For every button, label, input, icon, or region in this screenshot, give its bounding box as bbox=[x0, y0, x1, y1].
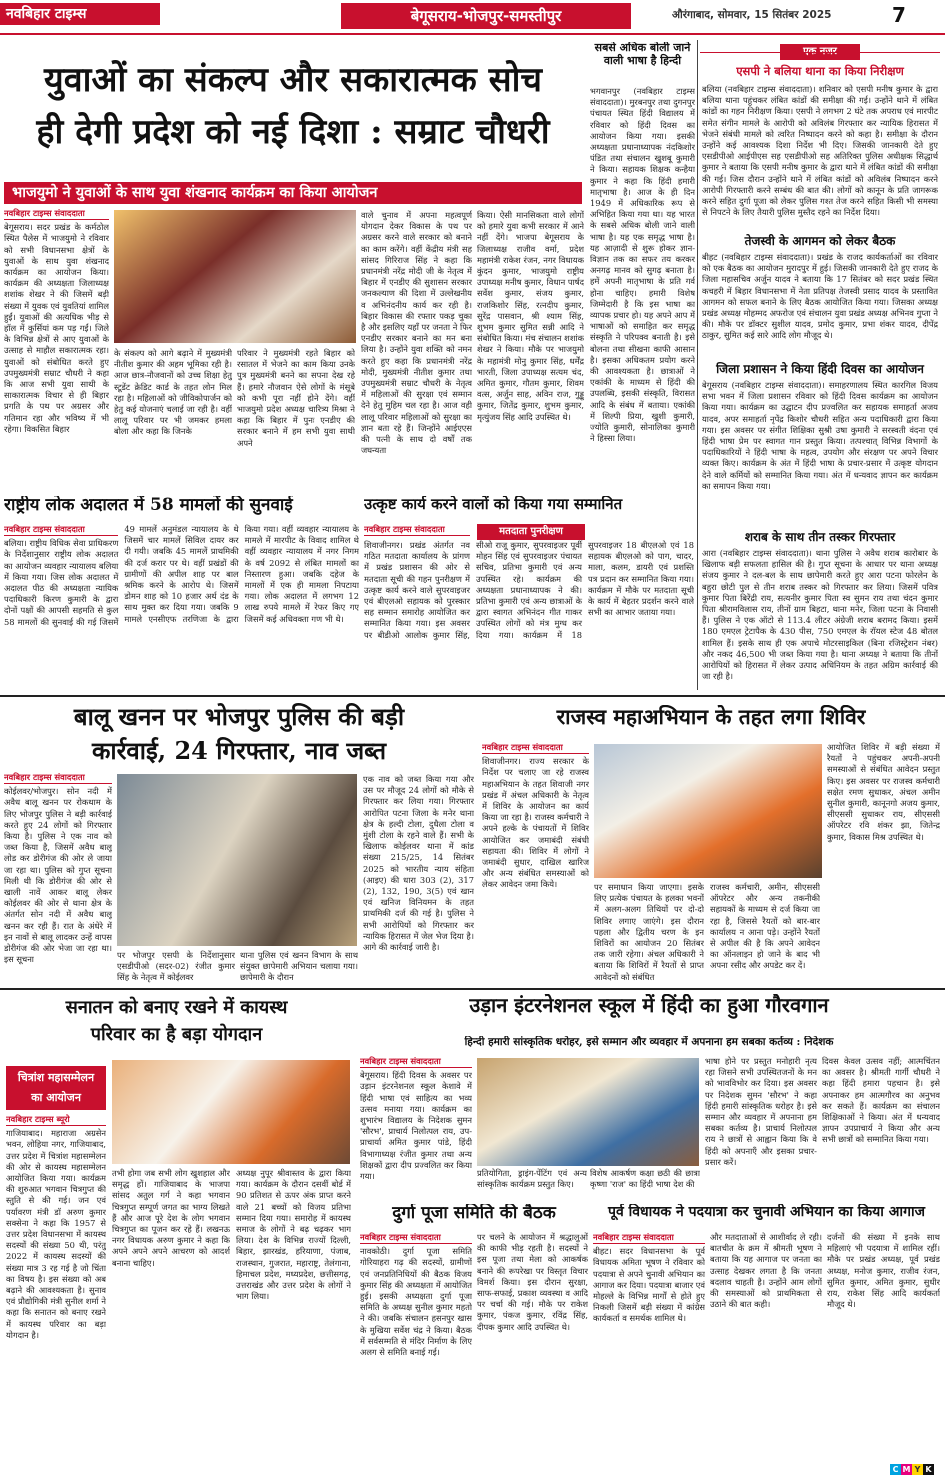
rajasv-photo bbox=[594, 744, 822, 878]
rajasv-headline: राजस्व महाअभियान के तहत लगा शिविर bbox=[556, 705, 866, 729]
durga-col1 bbox=[360, 1232, 472, 1472]
purv-headline: पूर्व विधायक ने पदयात्रा कर चुनावी अभियान का किया आगाज bbox=[608, 1204, 925, 1220]
balu-photo bbox=[117, 774, 357, 946]
lok-adalat-byline: नवबिहार टाइम्स संवाददाता bbox=[4, 524, 118, 536]
page-number: 7 bbox=[892, 3, 906, 27]
udan-headline: उड़ान इंटरनेशनल स्कूल में हिंदी का हुआ गौरवगान bbox=[469, 994, 829, 1017]
sanatan-headline-line1: सनातन को बनाए रखने में कायस्थ bbox=[65, 997, 288, 1018]
rajasv-col1-text: शिवाजीनगर। राज्य सरकार के निर्देश पर चलाए जा रहे राजस्व महाअभियान के तहत शिवाजी नगर प्रखंड में अंचल अधिकारी के नेतृत्व में शिविर के आयोजन का कार्य किया जा रहा है। राजस्व कर्मचारी ने अपने हल्के के पंचायतों में शिविर आयोजित कर जमाबंदी संबंधी सहायता की। शिविर में लोगों ने जमाबंदी सुधार, दाखिल खारिज और अन्य संबंधित समस्याओं को लेकर आवेदन जमा किये। bbox=[482, 756, 589, 890]
purv-col2: और मतदाताओं से आशीर्वाद ले रही। बातचीत के क्रम में श्रीमती भूषण ने बताया कि यह आगाज पर जनता का उत्साह देखकर लगता है कि जनता बदलाव चाहती है। उन्होंने आम लोगों की समस्याओं को प्राथमिकता से उठाने की बात कही। bbox=[710, 1232, 822, 1310]
lead-col2: के संकल्प को आगे बढ़ाने में मुख्यमंत्री नीतीश कुमार की अहम भूमिका रही है। आज छात्र-नौजवानों को उच्च शिक्षा हेतु स्टूडेंट क्रेडिट कार्ड के तहत लोन मिल रहा है। महिलाओं को जीविकोपार्जन को हेतु कई योजनाएं चलाई जा रही है। वहीं लालू परिवार पर भी जमकर हमला बोला और कहा कि जिनके bbox=[114, 348, 232, 437]
balu-col2: पर भोजपुर एसपी के निर्देशानुसार एसडीपीओ (सदर-02) रंजीत कुमार सिंह के नेतृत्व में कोईलवर bbox=[117, 950, 235, 983]
udan-subhead: हिन्दी हमारी सांस्कृतिक धरोहर, इसे सम्मान और व्यवहार में अपनाना हम सबका कर्तव्य : निदेशक bbox=[464, 1036, 834, 1048]
balu-headline bbox=[4, 700, 474, 770]
balu-col1 bbox=[4, 772, 112, 982]
lead-col1-text: बेगूसराय। सदर प्रखंड के कर्मठोल स्थित पैलेस में भाजयुमो ने रविवार को सभी विधानसभा क्षेत्रों के युवाओं के साथ युवा शंखनाद कार्यक्रम का आयोजन किया। कार्यक्रम की अध्यक्षता जिलाध्यक्ष शशांक शेखर ने की जिसमें बड़ी संख्या में युवक एवं युवतियां शामिल हुईं। युवाओं की अत्यधिक भीड़ से हॉल में कुर्सियां कम पड़ गईं। जिले के विभिन्न क्षेत्रों से आए युवाओं के उत्साह से माहौल सकारात्मक रहा। युवाओं को संबोधित करते हुए उपमुख्यमंत्री सम्राट चौधरी ने कहा कि आज सभी युवा साथी के साकारात्मक विचार से ही बिहार प्रगति के पथ पर अग्रसर और गतिमान रहा और भविष्य में भी रहेगा। विकसित बिहार bbox=[4, 222, 109, 434]
matdata-text: शिवाजीनगर। प्रखंड अंतर्गत नव गठित मतदाता कार्यालय के प्रांगण में प्रखंड प्रशासन की ओर से मतदाता सूची की गहन पुनरीक्षण में उत्कृष्ट कार्य करने वाले सुपरवाइजर एवं बीएलओ सहायक को पुरस्कार सह सम्मान समारोह आयोजित कर सम्मानित किया गया। इस अवसर पर बीडीओ आलोक कुमार सिंह, सीओ राजू कुमार, सुपरवाइजर पूर्वी मोहन सिंह एवं सुपरवाइजर पंचायत सचिव, प्रतिभा कुमारी एवं अन्य उपस्थित रहे। कार्यक्रम की अध्यक्षता प्रधानाध्यापक ने की। प्रतिभा कुमारी एवं अन्य छात्राओं के द्वारा स्वागत अभिनंदन गीत गाकर उपस्थित लोगों को मंत्र मुग्ध कर दिया गया। कार्यक्रम में 18 सुपरवाइजर 18 बीएलओ एवं 18 सहायक बीएलओ को पाग, चादर, माला, कलम, डायरी एवं प्रशस्ति पत्र प्रदान कर सम्मानित किया गया। कार्यक्रम में मौके पर मतदाता सूची के कार्य में बेहतर प्रदर्शन करने वाले सभी का आभार जताया गया। bbox=[364, 540, 694, 640]
purv-col3: दर्जनों की संख्या में इनके साथ महिलाएं भी पदयात्रा में शामिल रहीं। मौके पर प्रखंड अध्यक्ष, पूर्व प्रखंड अध्यक्ष, मनोज कुमार, राजीव रंजन, सुमित कुमार, अमित कुमार, सुधीर राय, राकेश सिंह आदि कार्यकर्ता मौजूद थे। bbox=[827, 1232, 940, 1310]
sidebar-item2-headline: तेजस्वी के आगमन को लेकर बैठक bbox=[744, 234, 896, 248]
sanatan-col1-text: गाजियाबाद। महाराजा अग्रसेन भवन, लोहिया नगर, गाजियाबाद, उत्तर प्रदेश में चित्रांश महासम्मेलन की ओर से कायस्थ महासम्मेलन आयोजित किया गया। कार्यक्रम की शुरुआत भगवान चित्रगुप्त की स्तुति से की गई। जन एवं पर्यावरण मंत्री डॉ अरुण कुमार सक्सेना ने कहा कि 1957 से उत्तर प्रदेश विधानसभा में कायस्थ सदस्यों की संख्या 50 थी, परंतु 2022 में कायस्थ सदस्यों की संख्या मात्र 3 रह गई है जो चिंता का विषय है। इस संख्या को अब बढ़ाने की आवश्यकता है। सुनाव एवं प्रौद्योगिकी मंत्री सुनील शर्मा ने कहा कि सनातन को बनाए रखने में कायस्थ परिवार का बड़ा योगदान है। bbox=[6, 1128, 106, 1340]
cmyk-marks bbox=[884, 1464, 940, 1477]
cmyk-m: M bbox=[902, 1465, 911, 1474]
durga-byline: नवबिहार टाइम्स संवाददाता bbox=[360, 1232, 472, 1244]
rule-mid bbox=[0, 695, 945, 697]
sidebar-item2-text: बीहट (नवबिहार टाइम्स संवाददाता)। प्रखंड के राजद कार्यकर्ताओं का रविवार को एक बैठक का आयोजन मुरादपुर में हुई। जिसकी जानकारी देते हुए राजद के जिला महासचिव अर्जुन यादव ने बताया कि 17 सितंबर को सदर प्रखंड स्थित कचहरी में बिहार विधानसभा में नेता प्रतिपक्ष तेजस्वी प्रसाद यादव के प्रस्तावित आगमन को सफल बनाने के लिए बैठक आयोजित किया गया। जिसका अध्यक्ष प्रखंड अध्यक्ष मोहम्मद अफरोज एवं संचालन युवा प्रखंड अध्यक्ष अभिनव गुप्ता ने की। मौके पर डॉक्टर सुशील यादव, प्रमोद कुमार, प्रभा शंकर यादव, दीपेंद्र ठाकुर, सुमित कई सारे आदि लोग मौजूद थे। bbox=[702, 252, 938, 341]
hindi-day-headline: सबसे अधिक बोली जाने वाली भाषा है हिन्दी bbox=[594, 42, 691, 67]
matdata-byline: नवबिहार टाइम्स संवाददाता bbox=[364, 524, 470, 536]
lead-col5: किया। ऐसी मानसिकता वाले लोगों को हमारे युवा कभी सरकार में आने नहीं देंगे। भाजपा बेगूसराय के जिलाध्यक्ष राजीव वर्मा, प्रदेश महामंत्री राकेश रंजन, नगर विधायक कुंदन कुमार, भाजयुमो राष्ट्रीय उपाध्यक्ष मनीष कुमार, विधान पार्षद सर्वेश कुमार, संजय कुमार, राजकिशोर सिंह, रत्नदीप कुमार, सुरेंद्र पासवान, श्री श्याम सिंह, शुभम कुमार सुमित सन्नी आदि ने संबोधित किया। मंच संचालन शशांक शेखर ने किया। मौके पर भाजयुमो के महामंत्री मोनु कुमार सिंह, धर्मेंद्र भारती, जिला उपाध्यक्ष सत्यम चंद, अमित कुमार, गौतम कुमार, शिवम वत्स, अर्जुन साह, अविन राज, गुड्डू कुमार, जितेंद्र कुमार, शुभम कुमार, मृत्युंजय सिंह आदि उपस्थित थे। bbox=[477, 210, 584, 422]
lead-col1 bbox=[4, 208, 109, 493]
rajasv-byline: नवबिहार टाइम्स संवाददाता bbox=[482, 742, 589, 754]
udan-col4: भाषा होने पर प्रस्तुत मनोहारी नृत्य रहा जिसने सभी उपस्थितजनों के मन को भावविभोर कर दिया। इस अवसर पर निदेशक सुमन 'सौरभ' ने कहा हिंदी हमारी सांस्कृतिक धरोहर है। इसे सम्मान और व्यवहार में अपनाना हम सबका कर्तव्य है। प्राचार्य निलोत्पल राय ने छात्रों से आह्वान किया कि वे हिंदी को अपनाएँ और इसका प्रचार-प्रसार करें। bbox=[705, 1056, 817, 1167]
udan-photo bbox=[477, 1058, 699, 1166]
matdata-headline: उत्कृष्ट कार्य करने वालों को किया गया सम्मानित bbox=[364, 496, 623, 513]
sanatan-tag-line1: चित्रांश महासम्मेलन bbox=[17, 1071, 95, 1084]
sidebar-item1-headline: एसपी ने बलिया थाना का किया निरीक्षण bbox=[736, 64, 904, 78]
sanatan-tag bbox=[6, 1066, 106, 1110]
lead-col3: परिवार ने मुख्यमंत्री रहते बिहार को रसातल में भेजने का काम किया उनके पुत्र मुख्यमंत्री बनने का सपना देख रहे हैं। हमारे नौजवान ऐसे लोगों के मंसूबे को कभी पूरा नहीं होने देंगे। वहीं भाजयुमो प्रदेश अध्यक्ष चारित्र्य मिश्रा ने कहा कि बिहार में पुनः एनडीए की सरकार बनाने में हम सभी युवा साथी अपने bbox=[237, 348, 355, 448]
balu-col1-text: कोईलवर/भोजपुर। सोन नदी में अवैध बालू खनन पर रोकथाम के लिए भोजपुर पुलिस ने बड़ी कार्रवाई करते हुए 24 लोगों को गिरफ्तार किया है। पुलिस ने एक नाव को जब्त किया है, जिसमें अवैध बालू लोड कर डोरीगंज की ओर ले जाया जा रहा था। पुलिस को गुप्त सूचना मिली थी कि डोरीगंज की ओर से खाली नावें आकर बालू लेकर कोईलवर की ओर से थाना क्षेत्र के अंतर्गत सोन नदी में अवैध बालू खनन कर रही हैं। रात के अंधेरे में इन नावों से बालू लादकर उन्हें वापस डोरीगंज की ओर भेजा जा रहा था। इस सूचना bbox=[4, 786, 112, 965]
sanatan-tag-line2: का आयोजन bbox=[31, 1091, 81, 1104]
paper-name: नवबिहार टाइम्स bbox=[0, 3, 160, 25]
lead-col4: वाले चुनाव में अपना महत्वपूर्ण योगदान देकर विकास के पथ पर अग्रसर करने वाले सरकार को बनाने का काम करेंगे। वहीं केंद्रीय मंत्री सह सांसद गिरिराज सिंह ने कहा कि प्रधानमंत्री नरेंद्र मोदी जी के नेतृत्व में बिहार में एनडीए की सुशासन सरकार जनकल्याण की दिशा में उल्लेखनीय व अभिनंदनीय कार्य कर रही है। बिहार विकास की रफ्तार पकड़ चुका है और इसलिए यहाँ पर जनता ने फिर एनडीए सरकार बनाने का मन बना लिया है। उन्होंने युवा शक्ति को नमन करते हुए कहा कि प्रधानमंत्री नरेंद्र मोदी, मुख्यमंत्री नीतीश कुमार तथा उपमुख्यमंत्री सम्राट चौधरी के नेतृत्व में महिलाओं की सुरक्षा एवं सम्मान देने हेतु मुहिम चल रहा है। आज वही लालू परिवार महिलाओं को सुरक्षा का ज्ञान बता रहे हैं। जिन्होंने आईएएस की पत्नी के साथ दो वर्षों तक जघन्यता bbox=[361, 210, 472, 456]
balu-col4: एक नाव को जब्त किया गया और उस पर मौजूद 24 लोगों को मौके से गिरफ्तार कर लिया गया। गिरफ्तार आरोपित पटना जिला के मनेर थाना क्षेत्र के हल्दी टोला, दुधैला टोला व मुंशी टोला के रहने वाले हैं। सभी के खिलाफ कोईलवर थाना में कांड संख्या 215/25, 14 सितंबर 2025 को भारतीय न्याय संहिता (आइए) की धारा 303 (2), 317 (2), 132, 190, 3(5) एवं खान एवं खनिज विनियमन के तहत प्राथमिकी दर्ज की गई है। पुलिस ने सभी आरोपियों को गिरफ्तार कर न्यायिक हिरासत में जेल भेज दिया है। आगे की कार्रवाई जारी है। bbox=[363, 774, 474, 953]
udan-col1 bbox=[360, 1056, 472, 1196]
sidebar-item1-text: बलिया (नवबिहार टाइम्स संवाददाता)। शनिवार को एसपी मनीष कुमार के द्वारा बलिया थाना पहुंचकर लंबित कांडों की समीक्षा की गई। उन्होंने थाने में लंबित कांडों का गहन निरीक्षण किया। एसपी ने लगभग 2 घंटे तक अपराध एवं मारपीट समेत संगीन मामले के आरोपी को अविलंब गिरफ्तार कर न्यायिक हिरासत में भेजने संबंधी मामले को त्वरित निष्पादन करने को कहा है। समीक्षा के दौरान उन्होंने कई आवश्यक दिशा निर्देश भी दिए। जिसकी जानकारी देते हुए एसडीपीओ आईपीएस सह एसडीपीओ सह अतिरिक्त पुलिस अधीक्षक सिद्धार्थ कुमार ने बताया कि एसपी मनीष कुमार के द्वारा थाने में लंबित कांडों की समीक्षा की गई। जिस दौरान उन्होंने थाने में लंबित कांडों को अविलंब निष्पादन करने आरोपी गिरफ्तारी करने सम्बंध की बात की। लोगों को कानून के प्रति जागरूक करने सहित दुर्गा पूजा को लेकर पुलिस गश्त तेज करने सहित किसी भी समस्या से निपटने के लिए तैयारी पुलिस मुस्तैद रहने का निर्देश दिया। bbox=[702, 84, 938, 218]
purv-col1 bbox=[593, 1232, 705, 1472]
ek-nazar-sidebar bbox=[700, 40, 940, 690]
masthead-rule bbox=[0, 33, 945, 35]
balu-headline-line1: बालू खनन पर भोजपुर पुलिस की बड़ी bbox=[73, 702, 405, 731]
cmyk-k: K bbox=[923, 1464, 934, 1475]
sanatan-col2: तभी होगा जब सभी लोग खुशहाल और समृद्ध हों। गाजियाबाद के भाजपा सांसद अतुल गर्ग ने कहा भगवान चित्रगुप्त सम्पूर्ण जगत का भाग्य लिखते हैं और आज पूरे देश के लोग भगवान चित्रगुप्त का पूजन कर रहे हैं। लखनऊ नगर विधायक अरुण कुमार ने कहा कि अपने अपने अपने आचरण को आदर्श बनाना चाहिए। bbox=[112, 1168, 230, 1268]
sidebar-divider bbox=[697, 40, 698, 690]
rajasv-col1 bbox=[482, 742, 589, 984]
masthead bbox=[0, 0, 945, 38]
sanatan-photo bbox=[112, 1060, 350, 1164]
udan-col3: विशेष आकर्षण कक्षा छठी की छात्रा कृष्णा 'राज' का हिंदी भाषा देश की bbox=[590, 1168, 700, 1190]
lok-adalat-body: बलिया। राष्ट्रीय विधिक सेवा प्राधिकरण के निर्देशानुसार राष्ट्रीय लोक अदालत का आयोजन व्यवहार न्यायालय बलिया में किया गया। जिस लोक अदालत में अदालत पीठ की अध्यक्षता न्यायिक पदाधिकारी किरण कुमारी के द्वारा दोनों पक्षों की आपसी सहमति से कुल 58 मामलों की सुनवाई की गई जिसमें 49 मामलें अनुमंडल न्यायालय के थे जिसमें चार मामलें सिविल दायर कर दी गयी। जबकि 45 मामलें प्राथमिकी की दर्ज करार पर थे। वहीं प्रखंडों की ग्रामीणों की अपील शाह पर बाल श्रमिक करने के आरोप थे। जिसमें डोमन शाह को 10 हजार अर्थ दंड के साथ मुक्त कर दिया गया। जबकि 9 मामले एनसीएफ तरणिजा के द्वारा किया गया। वहीं व्यवहार न्यायालय के मामले में मारपीट के विवाद शामिल थे वहीं व्यवहार न्यायालय में नगर निगम के वर्ष 2092 से लंबित मामलों का निस्तारण हुआ। जबकि दहेज के मामलों में एक ही मामला निपटाया गया। लोक अदालत में लगभग 12 लाख रुपये मामले में रेफर किए गए जिसमें कई अधिवक्ता गण भी थे। bbox=[4, 524, 359, 627]
cmyk-c: C bbox=[890, 1464, 901, 1475]
sanatan-byline: नवबिहार टाइम्स ब्यूरो bbox=[6, 1114, 106, 1126]
lead-byline: नवबिहार टाइम्स संवाददाता bbox=[4, 208, 109, 220]
rajasv-col2: पर समाधान किया जाएगा। इसके लिए प्रत्येक पंचायत के हलका भवनों में अलग-अलग तिथियों पर दो-दो शिविर लगाए जाएंगे। इस दौरान पहला और द्वितीय चरण के इन शिविरों का आयोजन 20 सितंबर तक जारी रहेगा। अंचल अधिकारी ने बताया कि शिविरों में रैयतों से प्राप्त आवेदनों को संबंधित bbox=[594, 882, 704, 982]
udan-col5: दिवस केवल उत्सव नहीं; आत्मचिंतन का अवसर है। श्रीमती गार्गी चौधरी ने कहा हिंदी हमारा पहचान है। इसे अपनाकर हम आत्मगौरव का अनुभव कर सकते हैं। कार्यक्रम का संचालन शिक्षिकाओं ने किया। अंत में धन्यवाद ज्ञापन उपप्राचार्य ने किया और अन्य सभी छात्रों को सम्मानित किया गया। bbox=[822, 1056, 940, 1145]
sanatan-col1 bbox=[6, 1114, 106, 1474]
sidebar-rule bbox=[700, 52, 940, 53]
sidebar-item3-headline: जिला प्रशासन ने किया हिंदी दिवस का आयोजन bbox=[716, 362, 924, 376]
purv-byline: नवबिहार टाइम्स संवाददाता bbox=[593, 1232, 705, 1244]
balu-headline-line2: कार्रवाई, 24 गिरफ्तार, नाव जब्त bbox=[91, 736, 387, 765]
lok-adalat-text bbox=[4, 524, 359, 692]
lead-photo bbox=[114, 210, 356, 343]
udan-col1-text: बेगूसराय। हिंदी दिवस के अवसर पर उड़ान इंटरनेशनल स्कूल केशावे में हिंदी भाषा एवं साहित्य का भव्य उत्सव मनाया गया। कार्यक्रम का शुभारंभ विद्यालय के निदेशक सुमन 'सौरभ', प्राचार्य निलोत्पल राय, उप-प्राचार्या अमित कुमार पांडे, हिंदी विभागाध्यक्ष रंजीत कुमार तथा अन्य शिक्षकों द्वारा दीप प्रज्वलित कर किया गया। bbox=[360, 1070, 472, 1182]
sidebar-item4-text: आरा (नवबिहार टाइम्स संवाददाता)। थाना पुलिस ने अवैध शराब कारोबार के खिलाफ बड़ी सफलता हासिल की है। गुप्त सूचना के आधार पर थाना अध्यक्ष संजय कुमार ने दल-बल के साथ छापेमारी करते हुए आरा पटना फोरलेन के बहुरा छोटी पुल से तीन शराब तस्कर को गिरफ्तार कर लिया। जिसमें पवित्र कुमार पिता बिरेंद्री राय, सत्यनीर कुमार पिता स्व सुमन राय तथा चंदन कुमार पिता श्रीरामविलास राय, तीनों ग्राम बिहटा, थाना मनेर, जिला पटना के निवासी हैं। पुलिस ने एक ऑटो से 113.4 लीटर अंग्रेजी शराब बरामद किया। इसमें 180 एमएल ट्रेटापैक के 430 पीस, 750 एमएल के रॉयल स्टेज 48 बोतल शामिल हैं। इसके साथ ही एक अपाचे मोटरसाइकिल (बिना रजिस्ट्रेशन नंबर) और नकद 46,500 भी जब्त किया गया है। थाना अध्यक्ष ने बताया कि तीनों आरोपियों को हिरासत में लेकर उत्पाद अधिनियम के तहत अग्रिम कार्रवाई की जा रही है। bbox=[702, 548, 938, 682]
balu-col3: थाना पुलिस एवं खनन विभाग के साथ संयुक्त छापेमारी अभियान चलाया गया। छापेमारी के दौरान bbox=[240, 950, 358, 983]
issue-date: औरंगाबाद, सोमवार, 15 सितंबर 2025 bbox=[672, 9, 832, 21]
lead-headline-line2: ही देगी प्रदेश को नई दिशा : सम्राट चौधरी bbox=[36, 112, 550, 152]
durga-col2: पर चलने के आयोजन में श्रद्धालुओं की काफी भीड़ रहती है। सदस्यों ने इस पूजा तथा मेला को आकर्षक बनाने की रूपरेखा पर विस्तृत विचार विमर्श किया। इस दौरान सुरक्षा, साफ-सफाई, प्रकाश व्यवस्था व आदि पर चर्चा की गई। मौके पर राकेश कुमार, पंकज कुमार, रविंद्र सिंह, दीपक कुमार आदि उपस्थित थे। bbox=[477, 1232, 588, 1332]
rajasv-col3: राजस्व कर्मचारी, अमीन, सीएससी ऑपरेटर और अन्य तकनीकी सहायकों के माध्यम से दर्ज किया जा रहा है, जिससे रैयतों को बार-बार कार्यालय न आना पड़े। उन्होंने रैयतों से अपील की है कि अपने आवेदन का ऑनलाइन हो जाने के बाद भी अपना रसीद और अपडेट कर दें। bbox=[710, 882, 820, 971]
udan-byline: नवबिहार टाइम्स संवाददाता bbox=[360, 1056, 472, 1068]
sanatan-col3: अध्यक्ष नुपूर श्रीवास्तव के द्वारा किया गया। कार्यक्रम के दौरान दसवीं बोर्ड में 90 प्रतिशत से ऊपर अंक प्राप्त करने वाले 21 बच्चों को विजय प्रतिभा सम्मान दिया गया। समारोह में कायस्थ समाज के लोगों ने बढ़ चढ़कर भाग लिया। देश के विभिन्न राज्यों दिल्ली, बिहार, झारखंड, हरियाणा, पंजाब, राजस्थान, गुजरात, महाराष्ट्र, तेलंगाना, हिमाचल प्रदेश, मध्यप्रदेश, छत्तीसगढ़, उत्तराखंड और उत्तर प्रदेश के लोगों ने भाग लिया। bbox=[236, 1168, 351, 1302]
sanatan-headline bbox=[4, 994, 349, 1052]
hindi-day-text: भगवानपुर (नवबिहार टाइम्स संवाददाता)। मुरबनपुर तथा दुगनपुर पंचायत स्थित हिंदी विद्यालय में रविवार को हिंदी दिवस का आयोजन किया गया। इसकी अध्यक्षता प्रधानाध्यापक नंदकिशोर पंडित तथा संचालन खुशबू कुमारी ने किया। सहायक शिक्षक कन्हैया कुमार ने कहा कि हिंदी हमारी मातृभाषा है। आज के ही दिन 1949 में अधिकारिक रूप से अभिहित किया गया था। यह भारत के सबसे अधिक बोली जाने वाली भाषा है। यह एक समृद्ध भाषा है। यह आज़ादी से शुरू होकर ज्ञान-विज्ञान तक का सफर तय करकर अनगढ़ मानव को सुगढ़ बनाता है। हमें अपनी मातृभाषा के प्रति गर्व होना चाहिए। हमारी विशेष जिम्मेदारी है कि इस भाषा का व्यापक प्रचार हो। यह अपने आप में भाषाओं को समाहित कर समृद्ध संस्कृति ने परिपक्व बनाती है। इसे बोलना तथा सीखना काफी आसान है। इसका अधिकतम प्रयोग करने की आवश्यकता है। छात्राओं ने एकांकी के माध्यम से हिंदी की उपलब्धि, इसकी संस्कृति, विरासत आदि के संबंध में बताया। एकांकी में शिल्पी प्रिया, खुशी कुमारी, ज्योति कुमारी, सोनालिका कुमारी ने हिस्सा लिया। bbox=[590, 86, 695, 444]
durga-col1-text: नावकोठी। दुर्गा पूजा समिति गोरियाहरा गढ़ की सदस्यों, ग्रामीणों एवं जनप्रतिनिधियों की बैठक विजय कुमार सिंह की अध्यक्षता में आयोजित हुई। इसकी अध्यक्षता दुर्गा पूजा समिति के अध्यक्ष सुनील कुमार महतो ने की। जबकि संचालन हसनपुर खास के मुखिया सर्वेश चंद्र ने किया। बैठक में सर्वसम्मति से मंदिर निर्माण के लिए अलग से समिति बनाई गई। bbox=[360, 1246, 472, 1358]
sanatan-headline-line2: परिवार का है बड़ा योगदान bbox=[90, 1024, 263, 1045]
lead-subhead: भाजयुमो ने युवाओं के साथ युवा शंखनाद कार्यक्रम का किया आयोजन bbox=[4, 182, 582, 204]
section-name: बेगूसराय-भोजपुर-समस्तीपुर bbox=[341, 3, 631, 29]
sidebar-item3-text: बेगूसराय (नवबिहार टाइम्स संवाददाता)। समाहरणालय स्थित कारगिल विजय सभा भवन में जिला प्रशासन रविवार को हिंदी दिवस कार्यक्रम का आयोजन किया गया। कार्यक्रम का उद्घाटन दीप प्रज्वलित कर सहायक समाहर्ता अजय यादव, अपर समाहर्ता नृपेंद्र किशोर चौधरी सहित अन्य पदाधिकारी द्वारा किया गया। इस अवसर पर संगीत शिक्षिका सुश्री उषा कुमारी ने सरस्वती वंदना एवं हिंदी भाषा प्रेम पर स्वागत गान प्रस्तुत किया। तत्पश्चात् विभिन्न विभागों के पदाधिकारियों ने हिंदी भाषा के महत्व, उपयोग और संरक्षण पर अपने विचार व्यक्त किए। कार्यक्रम के अंत में हिंदी भाषा के प्रचार-प्रसार में उत्कृष्ट योगदान देने वाले कर्मियों को सम्मानित किया गया। अंत में धन्यवाद ज्ञापन कर कार्यक्रम का समापन किया गया। bbox=[702, 380, 938, 491]
lead-headline bbox=[4, 54, 582, 164]
rule-lower bbox=[0, 988, 945, 990]
rajasv-col4: आयोजित शिविर में बड़ी संख्या में रैयतों ने पहुंचकर अपनी-अपनी समस्याओं से संबंधित आवेदन प्रस्तुत किए। इस अवसर पर राजस्व कर्मचारी सक्षेत रमण सुधाकर, अंचल अमीन सुनील कुमारी, कानूनगो अजय कुमार, सीएससी सुधाकर राय, सीएससी ऑपरेटर रवि शंकर झा, जितेन्द्र कुमार, विकास मिश्र उपस्थित थे। bbox=[827, 742, 940, 842]
purv-col1-text: बीहट। सदर विधानसभा के पूर्व विधायक अमिता भूषण ने रविवार को पदयात्रा से अपने चुनावी अभियान का आगाज कर दिया। पदयात्रा बाजार एवं मोहल्ले के विभिन्न मार्गों से होते हुए निकली जिसमें बड़ी संख्या में कांग्रेस कार्यकर्ता व समर्थक शामिल थे। bbox=[593, 1246, 705, 1324]
sidebar-item4-headline: शराब के साथ तीन तस्कर गिरफ्तार bbox=[744, 530, 896, 544]
udan-col2: प्रतियोगिता, ड्राइंग-पेंटिंग एवं अन्य सांस्कृतिक कार्यक्रम प्रस्तुत किए। bbox=[477, 1168, 587, 1190]
matdata-tag: मतदाता पुनरीक्षण bbox=[477, 524, 585, 540]
durga-headline: दुर्गा पूजा समिति की बैठक bbox=[392, 1204, 556, 1223]
lok-adalat-headline: राष्ट्रीय लोक अदालत में 58 मामलों की सुनवाई bbox=[4, 496, 293, 515]
balu-byline: नवबिहार टाइम्स संवाददाता bbox=[4, 772, 112, 784]
lead-headline-line1: युवाओं का संकल्प और सकारात्मक सोच bbox=[44, 60, 542, 100]
cmyk-y: Y bbox=[912, 1464, 923, 1475]
